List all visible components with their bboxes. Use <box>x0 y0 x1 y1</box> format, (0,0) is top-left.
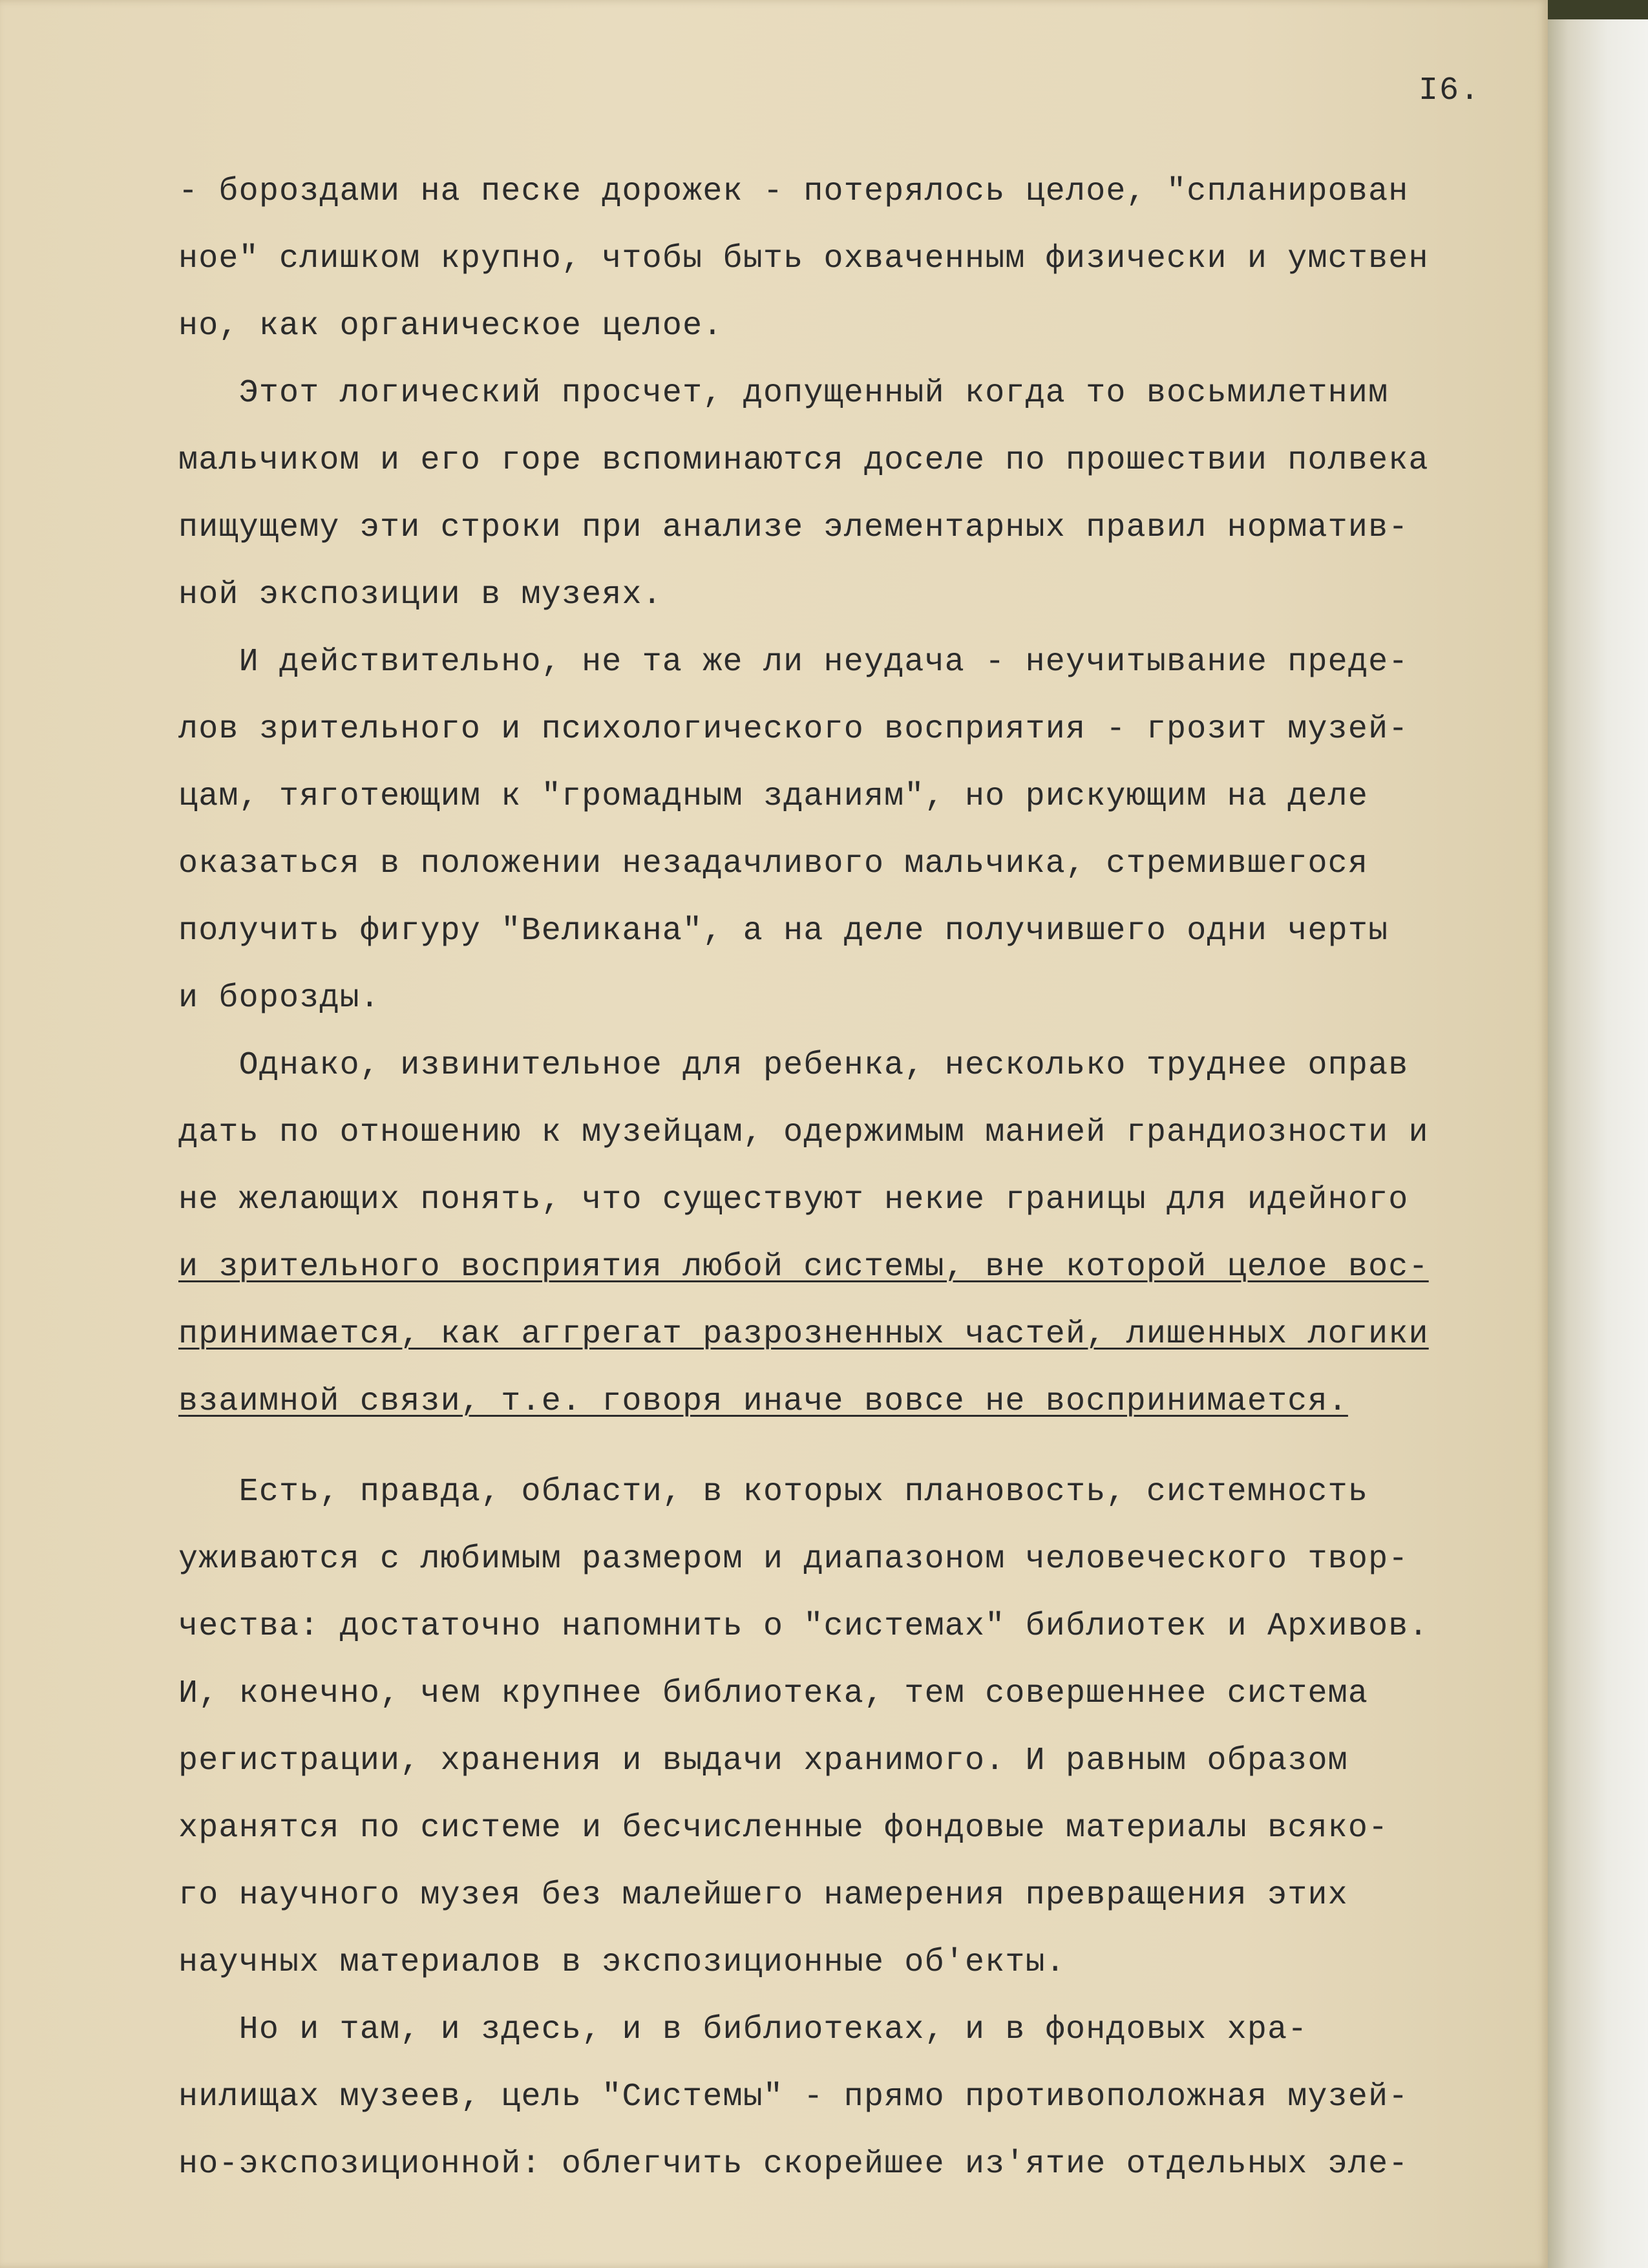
text-line: цам, тяготеющим к "громадным зданиям", но рискующим на деле <box>178 778 1369 815</box>
text-line: мальчиком и его горе вспоминаются доселе по прошествии полвека <box>178 442 1429 479</box>
text-line: И, конечно, чем крупнее библиотека, тем совершеннее система <box>178 1675 1369 1712</box>
text-line: регистрации, хранения и выдачи хранимого. И равным образом <box>178 1743 1348 1779</box>
text-line: ное" слишком крупно, чтобы быть охваченным физически и умствен <box>178 240 1429 277</box>
text-line: уживаются с любимым размером и диапазоном человеческого твор- <box>178 1541 1409 1578</box>
underlined-text-line: принимается, как аггрегат разрозненных частей, лишенных логики <box>178 1316 1429 1353</box>
text-line: получить фигуру "Великана", а на деле получившего одни черты <box>178 913 1389 949</box>
text-line: Однако, извинительное для ребенка, несколько труднее оправ <box>178 1047 1409 1084</box>
text-line: чества: достаточно напомнить о "системах" библиотек и Архивов. <box>178 1608 1429 1645</box>
text-line: И действительно, не та же ли неудача - неучитывание преде- <box>178 644 1409 681</box>
text-line: лов зрительного и психологического восприятия - грозит музей- <box>178 711 1409 748</box>
typed-text-body <box>178 158 1536 2198</box>
text-line: научных материалов в экспозиционные об'екты. <box>178 1944 1066 1981</box>
text-line: оказаться в положении незадачливого мальчика, стремившегося <box>178 845 1369 882</box>
text-line: пищущему эти строки при анализе элементарных правил норматив- <box>178 509 1409 546</box>
underlined-text-line: взаимной связи, т.е. говоря иначе вовсе не воспринимается. <box>178 1383 1348 1420</box>
text-line: но-экспозиционной: облегчить скорейшее из'ятие отдельных эле- <box>178 2146 1409 2183</box>
text-line: - бороздами на песке дорожек - потерялось целое, "спланирован <box>178 173 1409 210</box>
text-line: Этот логический просчет, допущенный когда то восьмилетним <box>178 375 1389 412</box>
text-line: дать по отношению к музейцам, одержимым манией грандиозности и <box>178 1114 1429 1151</box>
page-number: I6. <box>1419 72 1481 109</box>
text-line: и борозды. <box>178 980 381 1017</box>
text-line: не желающих понять, что существуют некие границы для идейного <box>178 1182 1409 1218</box>
paragraph-gap <box>178 1436 1536 1459</box>
underlined-text-line: и зрительного восприятия любой системы, вне которой целое вос- <box>178 1249 1429 1286</box>
text-line: нилищах музеев, цель "Системы" - прямо противоположная музей- <box>178 2079 1409 2115</box>
text-line: ной экспозиции в музеях. <box>178 577 662 613</box>
scan-background-edge <box>1548 0 1648 2268</box>
text-line: но, как органическое целое. <box>178 308 723 344</box>
text-line: го научного музея без малейшего намерения превращения этих <box>178 1877 1348 1914</box>
scan-dark-corner <box>1548 0 1648 19</box>
text-line: Но и там, и здесь, и в библиотеках, и в фондовых хра- <box>178 2011 1308 2048</box>
text-line: Есть, правда, области, в которых плановость, системность <box>178 1474 1369 1510</box>
text-line: хранятся по системе и бесчисленные фондовые материалы всяко- <box>178 1810 1389 1847</box>
